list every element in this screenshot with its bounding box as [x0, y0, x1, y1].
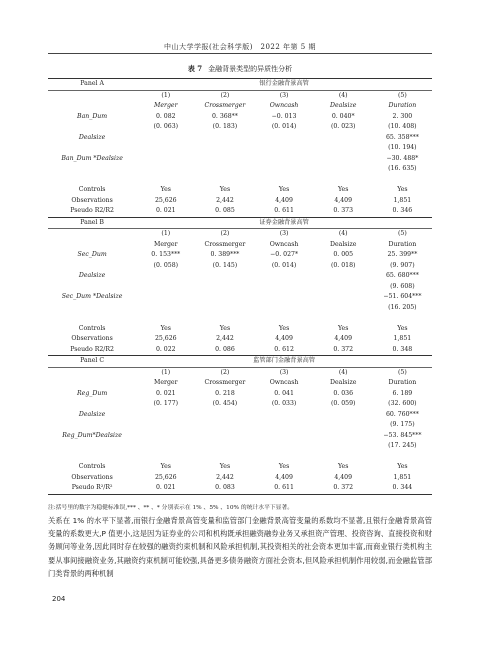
statistic-label: Observations — [71, 196, 113, 204]
statistic-cell: 4,409 — [275, 335, 293, 343]
variable-name: Dealsize — [78, 133, 106, 141]
coefficient-cell: −51. 604*** — [383, 293, 422, 301]
standard-error-cell: (9. 608) — [390, 282, 415, 290]
standard-error-cell: (9. 907) — [390, 261, 415, 269]
statistic-cell: Yes — [219, 324, 231, 332]
statistic-cell: 4,409 — [275, 196, 293, 204]
standard-error-cell — [136, 441, 195, 452]
coefficient-cell — [314, 292, 373, 303]
variable-name: Dealsize — [78, 410, 106, 418]
variable-name: Ban_Dum — [77, 112, 108, 120]
row-label — [48, 303, 136, 314]
coefficient-cell: 65. 680*** — [385, 272, 419, 280]
coefficient-cell — [255, 292, 314, 303]
statistic-cell: 1,851 — [393, 335, 412, 343]
statistic-label: Observations — [71, 473, 113, 481]
statistic-cell: 25,626 — [154, 335, 177, 343]
standard-error-cell — [136, 164, 195, 175]
body-text: 关系在 1% 的水平下显著,而银行金融背景高管变量和监管部门金融背景高管变量的系数均不显著,且银行金融背景高管变量的系数更大,P 值更小,这是因为证券业的公司和机构既承担融资融券业务又承担资产管理、投资咨询、直接投资和财务顾问等业务,因此同时存在较强的融资约束机制和风险承担机制,其投资相关的社会资本更加丰富,而商业银行类机构主要从事间接融资业务,其融资约束机制可能较强,具备更多债务融资方面社会资本,但风险承担机制作用较弱,而金融监管部门类背景的两种机制 — [48, 516, 432, 578]
panel-group-title: 银行金融背景高管 — [136, 79, 432, 91]
standard-error-cell — [255, 303, 314, 314]
coefficient-row — [48, 410, 432, 421]
standard-error-cell — [314, 282, 373, 293]
standard-error-cell — [255, 143, 314, 154]
dependent-variable: Crossmerger — [204, 379, 246, 387]
coefficient-row — [48, 154, 432, 165]
panel-name: Panel C — [48, 356, 136, 368]
standard-error-cell: (0. 014) — [271, 261, 297, 269]
standard-error-cell — [314, 164, 373, 175]
column-number: (4) — [338, 230, 348, 238]
row-label — [48, 90, 136, 101]
column-number: (4) — [338, 368, 348, 376]
statistic-cell: 0. 086 — [215, 345, 235, 353]
statistic-cell: 0. 021 — [136, 483, 195, 494]
coefficient-cell — [136, 271, 195, 282]
statistic-cell: 4,409 — [334, 335, 353, 343]
statistic-cell: 2,442 — [216, 335, 234, 343]
column-number: (4) — [338, 91, 348, 99]
statistic-label: Controls — [78, 324, 106, 332]
standard-error-cell: (0. 059) — [330, 400, 356, 408]
spacer-cell — [48, 175, 136, 186]
column-number: (1) — [161, 368, 171, 376]
standard-error-cell — [195, 164, 254, 175]
statistic-cell: 0. 085 — [215, 207, 235, 215]
coefficient-cell: 6. 189 — [392, 389, 413, 397]
dependent-variable: Merger — [154, 240, 178, 248]
coefficient-cell: 0. 036 — [333, 389, 354, 397]
column-number: (2) — [220, 368, 230, 376]
standard-error-row — [48, 261, 432, 272]
dependent-variable-row — [48, 378, 432, 389]
statistic-cell: 0. 021 — [155, 207, 176, 215]
coefficient-cell — [255, 410, 314, 421]
row-label — [48, 229, 136, 240]
coefficient-cell — [195, 431, 254, 442]
column-number: (3) — [279, 368, 289, 376]
coefficient-cell — [255, 133, 314, 144]
row-label — [48, 164, 136, 175]
row-label — [48, 122, 136, 133]
statistic-cell: Yes — [278, 463, 290, 471]
dependent-variable-row — [48, 240, 432, 251]
coefficient-cell — [195, 271, 254, 282]
standard-error-cell: (0. 018) — [330, 261, 356, 269]
statistic-cell: 0. 372 — [333, 345, 354, 353]
standard-error-row — [48, 164, 432, 175]
standard-error-cell — [255, 282, 314, 293]
standard-error-row — [48, 143, 432, 154]
variable-name: Reg_Dum — [77, 389, 108, 397]
coefficient-cell — [136, 133, 195, 144]
coefficient-cell: 2. 300 — [392, 112, 413, 120]
row-label — [48, 367, 136, 378]
standard-error-cell: (10. 194) — [388, 144, 417, 152]
standard-error-cell — [255, 420, 314, 431]
statistic-label: Controls — [78, 463, 106, 471]
standard-error-cell: (0. 014) — [271, 123, 297, 131]
standard-error-cell — [255, 441, 314, 452]
coefficient-cell — [314, 154, 373, 165]
coefficient-cell — [314, 431, 373, 442]
coefficient-cell — [195, 133, 254, 144]
row-label — [48, 378, 136, 389]
standard-error-cell: (16. 635) — [388, 165, 417, 173]
table-title: 金融背景类型的异质性分析 — [208, 65, 293, 73]
coefficient-cell: 0. 389*** — [210, 251, 240, 259]
statistic-cell: 0. 346 — [392, 207, 413, 215]
dependent-variable: Merger — [154, 379, 178, 387]
dependent-variable: Dealsize — [330, 240, 357, 248]
statistic-label: Pseudo R²/R² — [48, 483, 136, 494]
standard-error-cell — [195, 441, 254, 452]
statistic-row — [48, 473, 432, 484]
statistic-cell: 0. 611 — [274, 207, 294, 215]
coefficient-row — [48, 431, 432, 442]
dependent-variable: Duration — [388, 379, 417, 387]
statistic-cell: Yes — [397, 324, 408, 332]
coefficient-cell — [195, 154, 254, 165]
standard-error-cell: (0. 063) — [153, 123, 179, 131]
dependent-variable: Owncash — [269, 240, 299, 248]
statistic-row — [48, 324, 432, 335]
standard-error-cell: (0. 058) — [153, 261, 179, 269]
table-caption — [0, 64, 480, 74]
dependent-variable: Duration — [388, 102, 417, 110]
standard-error-cell — [255, 164, 314, 175]
row-label — [48, 282, 136, 293]
column-number: (2) — [220, 230, 230, 238]
coefficient-cell: 0. 040* — [331, 112, 355, 120]
variable-name: Reg_Dum*Dealsize — [62, 431, 122, 439]
statistic-cell: 0. 373 — [333, 207, 354, 215]
standard-error-cell — [314, 143, 373, 154]
coefficient-cell: −53. 845*** — [383, 431, 422, 439]
dependent-variable: Crossmerger — [204, 102, 246, 110]
header-rule — [48, 53, 432, 54]
standard-error-row — [48, 303, 432, 314]
coefficient-cell — [195, 292, 254, 303]
standard-error-row — [48, 420, 432, 431]
table-label: 表 7 — [187, 64, 203, 73]
dependent-variable: Dealsize — [330, 102, 357, 110]
coefficient-cell: 0. 368** — [211, 112, 238, 120]
standard-error-cell: (0. 454) — [212, 400, 238, 408]
coefficient-cell — [255, 431, 314, 442]
dependent-variable: Merger — [154, 102, 178, 110]
coefficient-cell: −0. 013 — [271, 112, 297, 120]
statistic-cell: 2,442 — [216, 473, 234, 481]
coefficient-row — [48, 389, 432, 400]
dependent-variable: Owncash — [269, 102, 299, 110]
statistic-cell: Yes — [160, 324, 171, 332]
coefficient-cell — [136, 154, 195, 165]
regression-table — [48, 78, 432, 495]
statistic-cell: Yes — [219, 463, 231, 471]
statistic-cell: Yes — [278, 324, 290, 332]
statistic-cell: Yes — [338, 463, 349, 471]
coefficient-cell — [255, 154, 314, 165]
statistic-cell: 25,626 — [154, 473, 177, 481]
body-paragraph — [48, 514, 432, 580]
spacer-row — [48, 452, 432, 463]
row-label — [48, 101, 136, 112]
table-note: 注:括号里的数字为稳健标准误,*** 、** 、* 分别表示在 1% 、5% 、10% 的统计水平下显著。 — [48, 505, 294, 511]
statistic-row — [48, 334, 432, 345]
standard-error-cell — [195, 282, 254, 293]
statistic-cell: 4,409 — [275, 473, 293, 481]
column-number: (5) — [398, 230, 407, 238]
dependent-variable: Owncash — [269, 379, 299, 387]
statistic-row — [48, 185, 432, 196]
statistic-label: Observations — [71, 335, 113, 343]
statistic-cell: 4,409 — [334, 473, 353, 481]
statistic-cell: Yes — [160, 463, 171, 471]
column-number-row — [48, 229, 432, 240]
statistic-cell: Yes — [160, 186, 171, 194]
standard-error-row — [48, 122, 432, 133]
row-label — [48, 261, 136, 272]
variable-name: Dealsize — [78, 272, 106, 280]
statistic-cell: Yes — [219, 186, 231, 194]
dependent-variable-row — [48, 101, 432, 112]
row-label — [48, 441, 136, 452]
statistic-label: Controls — [78, 186, 106, 194]
column-number: (1) — [161, 91, 171, 99]
coefficient-row — [48, 112, 432, 123]
coefficient-cell: 0. 021 — [155, 389, 176, 397]
statistic-cell: 0. 083 — [195, 483, 254, 494]
coefficient-cell: 65. 358*** — [385, 133, 419, 141]
panel-header-row — [48, 217, 432, 229]
standard-error-cell — [195, 143, 254, 154]
standard-error-cell — [136, 282, 195, 293]
row-label — [48, 399, 136, 410]
standard-error-cell: (10. 408) — [388, 123, 417, 131]
statistic-cell: Yes — [397, 186, 408, 194]
column-number: (3) — [279, 91, 289, 99]
standard-error-cell: (32. 600) — [388, 400, 417, 408]
variable-name: Ban_Dum *Dealsize — [61, 154, 123, 162]
coefficient-row — [48, 133, 432, 144]
statistic-cell: 25,626 — [154, 196, 177, 204]
standard-error-cell: (9. 175) — [390, 421, 415, 429]
column-number: (5) — [398, 91, 407, 99]
standard-error-cell: (0. 177) — [153, 400, 179, 408]
row-label — [48, 420, 136, 431]
standard-error-cell — [195, 303, 254, 314]
dependent-variable: Dealsize — [330, 379, 357, 387]
coefficient-cell — [314, 133, 373, 144]
panel-header-row — [48, 79, 432, 91]
standard-error-cell — [314, 303, 373, 314]
standard-error-cell: (0. 023) — [330, 123, 356, 131]
standard-error-cell — [195, 420, 254, 431]
panel-group-title: 监管部门金融背景高管 — [136, 356, 432, 368]
coefficient-cell — [314, 271, 373, 282]
coefficient-cell — [314, 410, 373, 421]
coefficient-cell: 0. 005 — [333, 251, 354, 259]
standard-error-cell — [314, 420, 373, 431]
row-label — [48, 143, 136, 154]
spacer-row — [48, 175, 432, 186]
dependent-variable: Crossmerger — [204, 240, 246, 248]
coefficient-cell: 0. 041 — [274, 389, 294, 397]
standard-error-row — [48, 399, 432, 410]
column-number-row — [48, 367, 432, 378]
statistic-cell: Yes — [338, 186, 349, 194]
statistic-cell: Yes — [278, 186, 290, 194]
coefficient-cell — [136, 431, 195, 442]
running-head: 中山大学学报(社会科学版) 2022 年第 5 期 — [164, 43, 316, 51]
column-number: (5) — [398, 368, 407, 376]
panel-name: Panel B — [48, 217, 136, 229]
standard-error-cell — [136, 143, 195, 154]
statistic-cell: 0. 611 — [255, 483, 314, 494]
coefficient-cell: −0. 027* — [270, 251, 299, 259]
standard-error-row — [48, 282, 432, 293]
statistic-row — [48, 483, 432, 494]
coefficient-cell: 0. 082 — [155, 112, 176, 120]
statistic-cell: 0. 612 — [274, 345, 294, 353]
standard-error-cell: (0. 183) — [212, 123, 238, 131]
coefficient-row — [48, 271, 432, 282]
coefficient-cell — [195, 410, 254, 421]
spacer-cell — [136, 175, 432, 186]
statistic-cell: Yes — [397, 463, 408, 471]
page-number: 204 — [52, 595, 66, 603]
dependent-variable: Duration — [388, 240, 417, 248]
coefficient-cell — [136, 410, 195, 421]
standard-error-cell: (16. 205) — [388, 303, 417, 311]
standard-error-cell — [136, 420, 195, 431]
statistic-row — [48, 206, 432, 217]
coefficient-cell: 60. 760*** — [385, 410, 419, 418]
column-number: (1) — [161, 230, 171, 238]
statistic-cell: Yes — [338, 324, 349, 332]
statistic-row — [48, 462, 432, 473]
standard-error-cell: (0. 033) — [271, 400, 297, 408]
statistic-row — [48, 345, 432, 356]
spacer-cell — [48, 452, 136, 463]
statistic-cell: 1,851 — [393, 473, 412, 481]
standard-error-cell: (0. 145) — [212, 261, 238, 269]
coefficient-cell: 25. 399** — [387, 251, 418, 259]
panel-name: Panel A — [48, 79, 136, 91]
coefficient-cell: 0. 218 — [215, 389, 235, 397]
statistic-label: Pseudo R2/R2 — [70, 345, 114, 353]
coefficient-row — [48, 292, 432, 303]
panel-group-title: 证券金融背景高管 — [136, 217, 432, 229]
spacer-cell — [48, 313, 136, 324]
variable-name: Sec_Dum *Dealsize — [61, 293, 123, 301]
statistic-cell: 0. 344 — [373, 483, 432, 494]
statistic-cell: 0. 348 — [392, 345, 413, 353]
standard-error-cell — [314, 441, 373, 452]
standard-error-cell: (17. 245) — [388, 442, 417, 450]
coefficient-cell — [136, 292, 195, 303]
standard-error-cell — [136, 303, 195, 314]
standard-error-row — [48, 441, 432, 452]
variable-name: Sec_Dum — [77, 251, 107, 259]
row-label — [48, 240, 136, 251]
coefficient-cell: −30. 488* — [386, 154, 419, 162]
statistic-cell: 2,442 — [216, 196, 234, 204]
panel-header-row — [48, 356, 432, 368]
coefficient-row — [48, 250, 432, 261]
coefficient-cell: 0. 153*** — [151, 251, 181, 259]
spacer-row — [48, 313, 432, 324]
spacer-cell — [136, 452, 432, 463]
spacer-cell — [136, 313, 432, 324]
statistic-label: Pseudo R2/R2 — [70, 207, 114, 215]
statistic-cell: 0. 372 — [314, 483, 373, 494]
statistic-row — [48, 196, 432, 207]
coefficient-cell — [255, 271, 314, 282]
column-number-row — [48, 90, 432, 101]
column-number: (2) — [220, 91, 230, 99]
statistic-cell: 0. 022 — [155, 345, 176, 353]
statistic-cell: 1,851 — [393, 196, 412, 204]
statistic-cell: 4,409 — [334, 196, 353, 204]
column-number: (3) — [279, 230, 289, 238]
